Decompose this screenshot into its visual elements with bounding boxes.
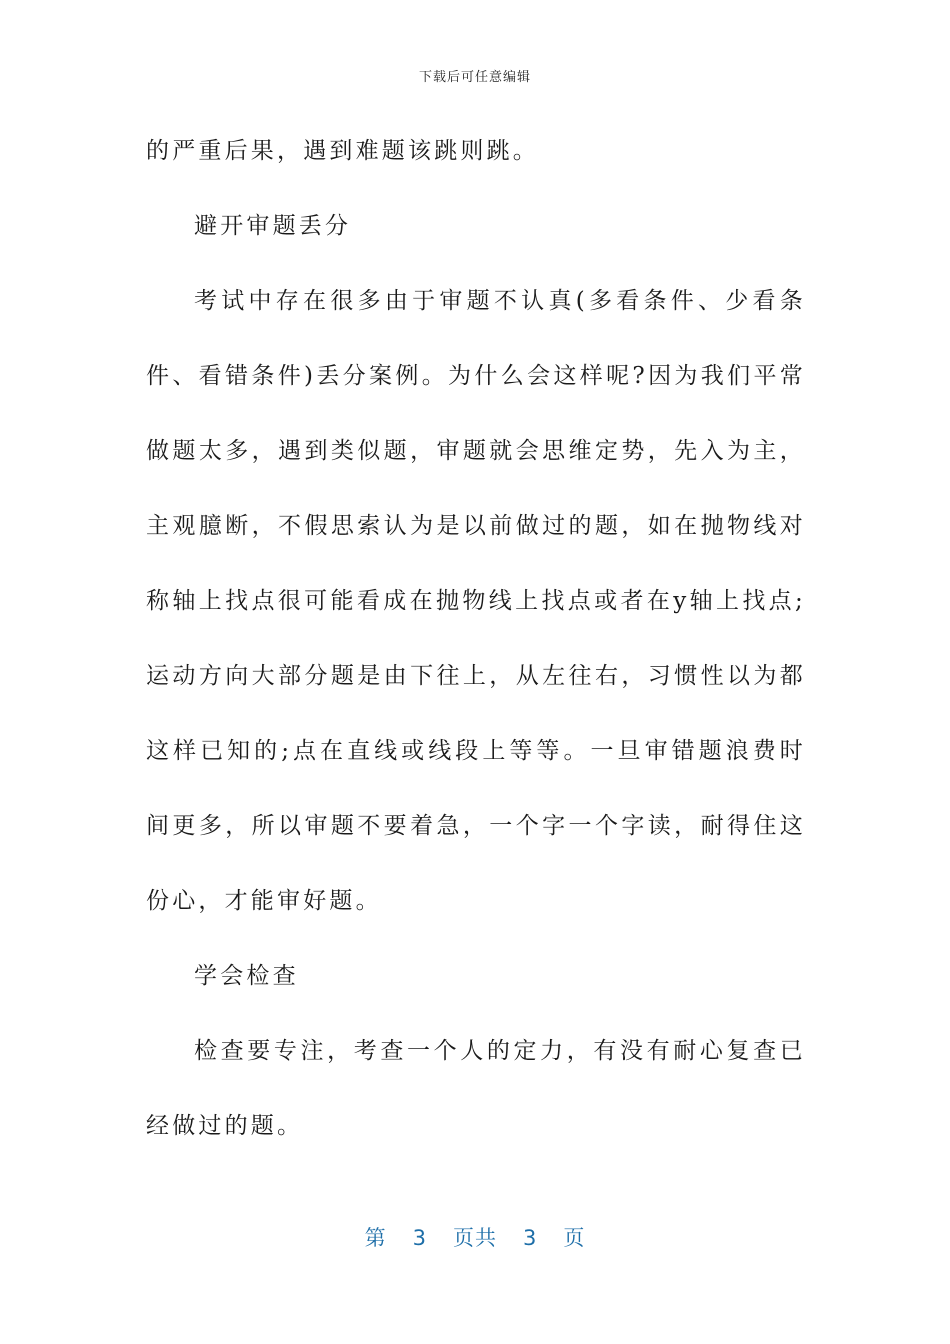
page-footer	[0, 1222, 950, 1252]
header-note: 下载后可任意编辑	[418, 70, 531, 85]
footer-total-pages: 3	[523, 1226, 538, 1250]
paragraph-checking: 检查要专注，考查一个人的定力，有没有耐心复查已经做过的题。	[146, 1038, 806, 1139]
document-body	[146, 114, 806, 1164]
paragraph-continuation: 的严重后果，遇到难题该跳则跳。	[146, 138, 539, 164]
footer-suffix: 页	[563, 1226, 586, 1250]
footer-middle: 页共	[453, 1226, 497, 1250]
footer-current-page: 3	[412, 1226, 427, 1250]
section-heading-avoid-misreading: 避开审题丢分	[194, 213, 352, 239]
paragraph-misreading: 考试中存在很多由于审题不认真(多看条件、少看条件、看错条件)丢分案例。为什么会这样呢?因为我们平常做题太多，遇到类似题，审题就会思维定势，先入为主，主观臆断，不假思索认为是以前做过的题，如在抛物线对称轴上找点很可能看成在抛物线上找点或者在y轴上找点;运动方向大部分题是由下往上，从左往右，习惯性以为都这样已知的;点在直线或线段上等等。一旦审错题浪费时间更多，所以审题不要着急，一个字一个字读，耐得住这份心，才能审好题。	[146, 288, 806, 914]
section-heading-checking: 学会检查	[194, 963, 299, 989]
footer-prefix: 第	[364, 1226, 387, 1250]
